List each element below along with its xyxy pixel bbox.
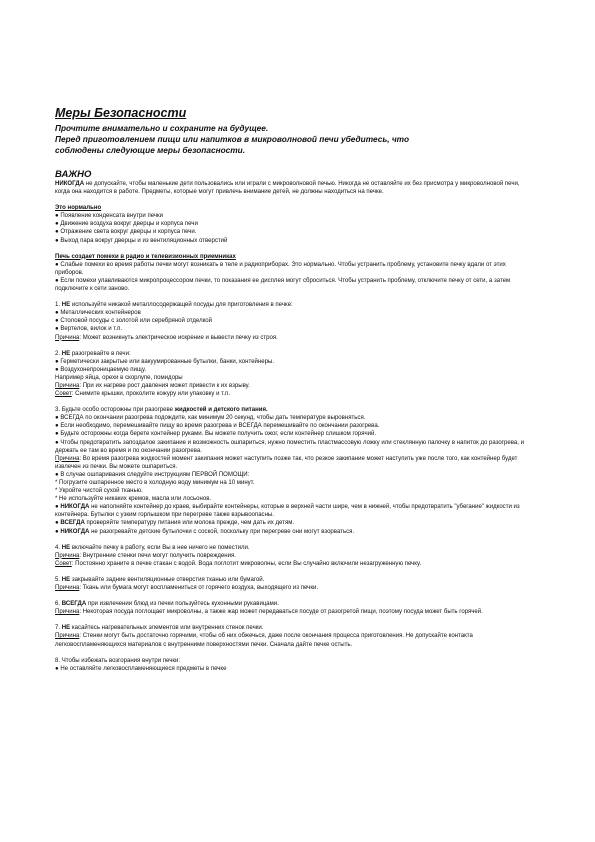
section-text: используйте никакой металлосодержащей посуды для приготовления в печке: — [70, 302, 293, 309]
advice-label: Совет — [55, 560, 72, 567]
section-text: разогревайте в печи: — [70, 350, 131, 357]
important-text — [55, 180, 525, 196]
section-1 — [55, 301, 525, 341]
reason-text: : Внутренние стенки печи могут получить повреждения. — [79, 552, 236, 559]
list-item: ● Чтобы предотвратить запоздалое закипание и возможность ошпариться, нужно поместить пластмассовую ложку или стеклянную палочку в напиток до разогрева, и держать ее там во время и по окончании разогрева. — [55, 439, 524, 454]
section-3 — [55, 406, 525, 536]
reason-label: Причина — [55, 633, 80, 640]
section-text: Чтобы избежать возгорания внутри печки: — [60, 657, 181, 664]
list-item: ● Столовой посуды с золотой или серебряной отделкой — [55, 318, 213, 325]
section-heading: Это нормально — [55, 205, 102, 212]
advice-text: : Снимите крышки, проколите кожуру или упаковку и т.п. — [71, 391, 230, 398]
list-item: ● Движение воздуха вокруг дверцы и корпуса печи — [55, 221, 198, 228]
section-text: касайтесь нагревательных элементов или внутренних стенок печки. — [70, 625, 264, 632]
emphasis-text: жидкостей и детского питания. — [174, 407, 268, 414]
section-number: 8. — [55, 657, 61, 664]
section-number: 7. — [55, 625, 62, 632]
list-item: ● Вертелов, вилок и т.п. — [55, 326, 123, 333]
emphasis-lead: ● НИКОГДА — [55, 528, 90, 535]
item-text: проверяйте температуру питания или молока прежде, чем дать их детям. — [84, 520, 295, 527]
section-normal — [55, 204, 525, 244]
section-number: 3. — [55, 407, 61, 414]
reason-label: Причина — [55, 334, 80, 341]
emphasis-lead: НЕ — [61, 625, 71, 632]
list-item: ● Герметически закрытые или вакуумированные бутылки, банки, контейнеры. — [55, 358, 275, 365]
reason-text: : Некоторая посуда поглощает микроволны, а также жар может передаваться посуде от разогретой пищи, поэтому посуда может быть горячей. — [79, 609, 483, 616]
section-text: закрывайте задние вентиляционные отверстия тканью или бумагой. — [70, 576, 265, 583]
reason-label: Причина — [55, 609, 80, 616]
emphasis-lead: НЕ — [61, 544, 71, 551]
section-number: 5. — [55, 576, 62, 583]
list-item: * Не используйте никаких кремов, масла или лосьонов. — [55, 496, 212, 503]
list-item — [55, 503, 525, 519]
reason-text: : Может возникнуть электрическое искрение и вывести печку из строя. — [79, 334, 278, 341]
list-item: ● Появление конденсата внутри печки — [55, 213, 164, 220]
list-item: * Укройте чистой сухой тканью. — [55, 488, 143, 495]
list-item — [55, 519, 525, 527]
reason-label: Причина — [55, 585, 80, 592]
advice-label: Совет — [55, 391, 72, 398]
section-6 — [55, 600, 525, 616]
list-item: Например яйца, орехи в скорлупе, помидоры — [55, 374, 183, 381]
important-heading: ВАЖНО — [55, 169, 92, 180]
reason-text: : Ткань или бумага могут воспламениться от горячего воздуха, выходящего из печки. — [79, 585, 319, 592]
list-item: ● В случае ошпаривания следуйте инструкциям ПЕРВОЙ ПОМОЩИ: — [55, 471, 250, 478]
reason-text: : Стенки могут быть достаточно горячими, чтобы об них обжечься, даже после окончания процесса приготовления. Не допускайте контакта легковоспламеняющихся материалов с внутренними поверхностями печки. Сначала дайте печке остыть. — [55, 633, 473, 648]
item-text: не разогревайте детские бутылочки с соской, поскольку при перегреве они могут взорваться. — [89, 528, 355, 535]
intro-line: соблюдены следующие меры безопасности. — [55, 145, 246, 155]
reason-label: Причина — [55, 382, 80, 389]
emphasis-lead: ● ВСЕГДА — [55, 520, 85, 527]
list-item — [55, 528, 525, 536]
section-number: 4. — [55, 544, 62, 551]
advice-text: : Постоянно храните в печке стакан с водой. Вода поглотит микроволны, если Вы случайно включили незагруженную печку. — [71, 560, 422, 567]
section-8 — [55, 657, 525, 673]
list-item: ● Слабые помехи во время работы печки могут возникать в теле и радиоприборах. Это нормально. Чтобы устранить проблему, установите печку вдали от этих приборов. — [55, 261, 506, 276]
section-4 — [55, 544, 525, 568]
intro-line: Перед приготовлением пищи или напитков в микроволновой печи убедитесь, что — [55, 134, 410, 144]
emphasis-lead: ● НИКОГДА — [55, 504, 90, 511]
section-text: при извлечении блюд из печки пользуйтесь кухонными рукавицами. — [86, 601, 279, 608]
important-body: не допускайте, чтобы маленькие дети пользовались или играли с микроволновой печью. Никогда не оставляйте их без присмотра у микроволновой печи, когда она находится в работе. Предметы, которые могут привлечь внимание детей, не должны находиться на печке. — [55, 181, 520, 196]
emphasis-lead: НЕ — [61, 302, 71, 309]
list-item: ● Если помехи улавливаются микропроцессором печки, то показания ее дисплея могут сброситься. Чтобы устранить проблему, отключите печку от сети, а затем подключите к сети заново. — [55, 277, 511, 293]
list-item: ● Воздухонепроницаемую пищу. — [55, 366, 147, 373]
section-2 — [55, 350, 525, 399]
emphasis-lead: ВСЕГДА — [61, 601, 87, 608]
list-item: ● Отражение света вокруг дверцы и корпуса печи. — [55, 229, 197, 236]
page-title: Меры Безопасности — [55, 106, 187, 120]
list-item: ● ВСЕГДА по окончании разогрева подождите, как минимум 20 секунд, чтобы дать температуре выровняться. — [55, 415, 366, 422]
list-item: * Погрузите ошпаренное место в холодную воду минимум на 10 минут. — [55, 480, 255, 486]
section-interference — [55, 253, 525, 293]
section-text: Будьте особо осторожны при разогреве — [60, 407, 175, 414]
reason-label: Причина — [55, 552, 80, 559]
intro-line: Прочтите внимательно и сохраните на будущее. — [55, 123, 269, 133]
item-text: не наполняйте контейнер до краев, выбирайте контейнеры, которые в верхней части шире, чем в нижней, чтобы предотвратить "убегание" жидкости из контейнера. Бутылки с узким горлышком при перегреве также взрывоопасны. — [55, 504, 520, 519]
section-number: 1. — [55, 302, 62, 309]
list-item: ● Выход пара вокруг дверцы и из вентиляционных отверстий — [55, 237, 228, 244]
emphasis-lead: НЕ — [61, 576, 71, 583]
section-heading: Печь создает помехи в радио и телевизионных приемниках — [55, 253, 236, 260]
emphasis-lead: НЕ — [61, 350, 71, 357]
reason-label: Причина — [55, 455, 80, 462]
list-item: ● Металлических контейнеров — [55, 310, 141, 317]
section-number: 2. — [55, 350, 62, 357]
list-item: ● Будьте осторожны когда берете контейнер руками. Вы можете получить ожог, если контейнер слишком горячий. — [55, 431, 377, 438]
reason-text: : Во время разогрева жидкостей момент закипания может наступить позже так, что резкое закипание может наступить уже после того, как контейнер будет извлечен из печки. Вы можете ошпариться. — [55, 455, 518, 470]
section-7 — [55, 624, 525, 648]
list-item: ● Если необходимо, перемешивайте пищу во время разогрева и ВСЕГДА перемешивайте по окончании разогрева. — [55, 423, 380, 430]
reason-text: : При их нагреве рост давления может привести к их взрыву. — [79, 382, 250, 389]
list-item: ● Не оставляйте легковоспламеняющиеся предметы в печке — [55, 665, 227, 672]
section-5 — [55, 576, 525, 592]
section-text: включайте печку в работу, если Вы в нее ничего не поместили. — [70, 544, 250, 551]
document-page — [55, 106, 525, 673]
section-number: 6. — [55, 601, 62, 608]
emphasis-never: НИКОГДА — [55, 181, 85, 187]
intro-block — [55, 123, 525, 156]
